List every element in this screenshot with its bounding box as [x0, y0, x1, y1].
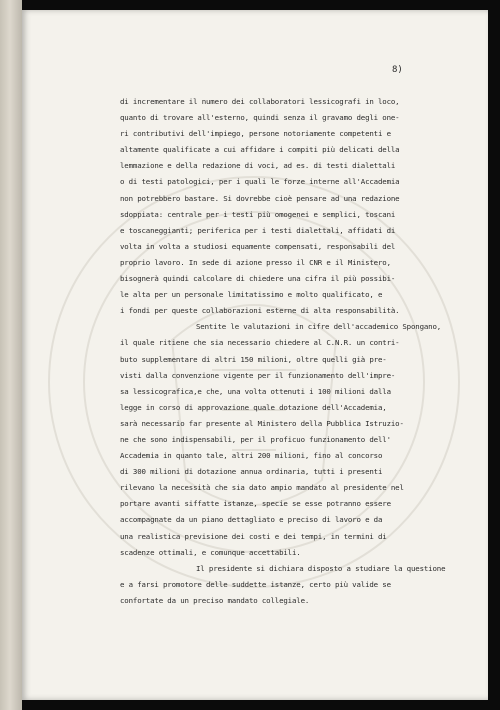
- text-line: non potrebbero bastare. Si dovrebbe cioè pensare ad una redazione: [120, 193, 400, 203]
- text-line: bisognerà quindi calcolare di chiedere una cifra il più possibi-: [120, 274, 396, 284]
- text-line: le alta per un personale limitatissimo e molto qualificato, e: [120, 290, 383, 300]
- text-line: e a farsi promotore delle suddette istanze, certo più valide se: [120, 579, 391, 589]
- text-line: volta in volta a studiosi equamente compensati, responsabili del: [120, 241, 396, 251]
- text-line: di 300 milioni di dotazione annua ordinaria, tutti i presenti: [120, 467, 383, 477]
- text-line: Accademia in quanto tale, altri 200 milioni, fino al concorso: [120, 451, 383, 461]
- binding-edge: [0, 0, 22, 710]
- text-line: lemmazione e della redazione di voci, ad es. di testi dialettali: [120, 161, 396, 171]
- text-line: legge in corso di approvazione quale dotazione dell'Accademia,: [120, 402, 387, 412]
- document-page: [22, 10, 488, 700]
- text-line: il quale ritiene che sia necessario chiedere al C.N.R. un contri-: [120, 338, 400, 348]
- text-line: visti dalla convenzione vigente per il funzionamento dell'impre-: [120, 370, 396, 380]
- text-line: proprio lavoro. In sede di azione presso il CNR e il Ministero,: [120, 257, 391, 267]
- page-number: 8): [392, 65, 403, 75]
- text-line: sdoppiata: centrale per i testi più omogenei e semplici, toscani: [120, 209, 396, 219]
- text-line: buto supplementare di altri 150 milioni, oltre quelli già pre-: [120, 354, 387, 364]
- text-line: ne che sono indispensabili, per il proficuo funzionamento dell': [120, 434, 391, 444]
- text-line: accompagnate da un piano dettagliato e preciso di lavoro e da: [120, 515, 383, 525]
- text-line: o di testi patologici, per i quali le forze interne all'Accademia: [120, 177, 400, 187]
- text-line: scadenze ottimali, e comunque accettabili.: [120, 547, 301, 557]
- body-text: [120, 94, 450, 609]
- text-line: Sentite le valutazioni in cifre dell'accademico Spongano,: [196, 322, 442, 332]
- text-line: portare avanti siffatte istanze, specie se esse potranno essere: [120, 499, 391, 509]
- text-line: confortate da un preciso mandato collegiale.: [120, 595, 310, 605]
- text-line: i fondi per queste collaborazioni esterne di alta responsabilità.: [120, 306, 400, 316]
- text-line: rilevano la necessità che sia dato ampio mandato al presidente nel: [120, 483, 404, 493]
- text-line: sarà necessario far presente al Ministero della Pubblica Istruzio-: [120, 418, 404, 428]
- text-line: una realistica previsione dei costi e dei tempi, in termini di: [120, 531, 387, 541]
- text-line: quanto di trovare all'esterno, quindi senza il gravamo degli one-: [120, 113, 400, 123]
- text-line: sa lessicografica,e che, una volta ottenuti i 100 milioni dalla: [120, 386, 391, 396]
- text-line: altamente qualificate a cui affidare i compiti più delicati della: [120, 145, 400, 155]
- text-line: di incrementare il numero dei collaboratori lessicografi in loco,: [120, 97, 400, 106]
- text-line: Il presidente si dichiara disposto a studiare la questione: [196, 563, 446, 573]
- text-line: ri contributivi dell'impiego, persone notoriamente competenti e: [120, 129, 391, 139]
- text-line: e toscaneggianti; periferica per i testi dialettali, affidati di: [120, 225, 396, 235]
